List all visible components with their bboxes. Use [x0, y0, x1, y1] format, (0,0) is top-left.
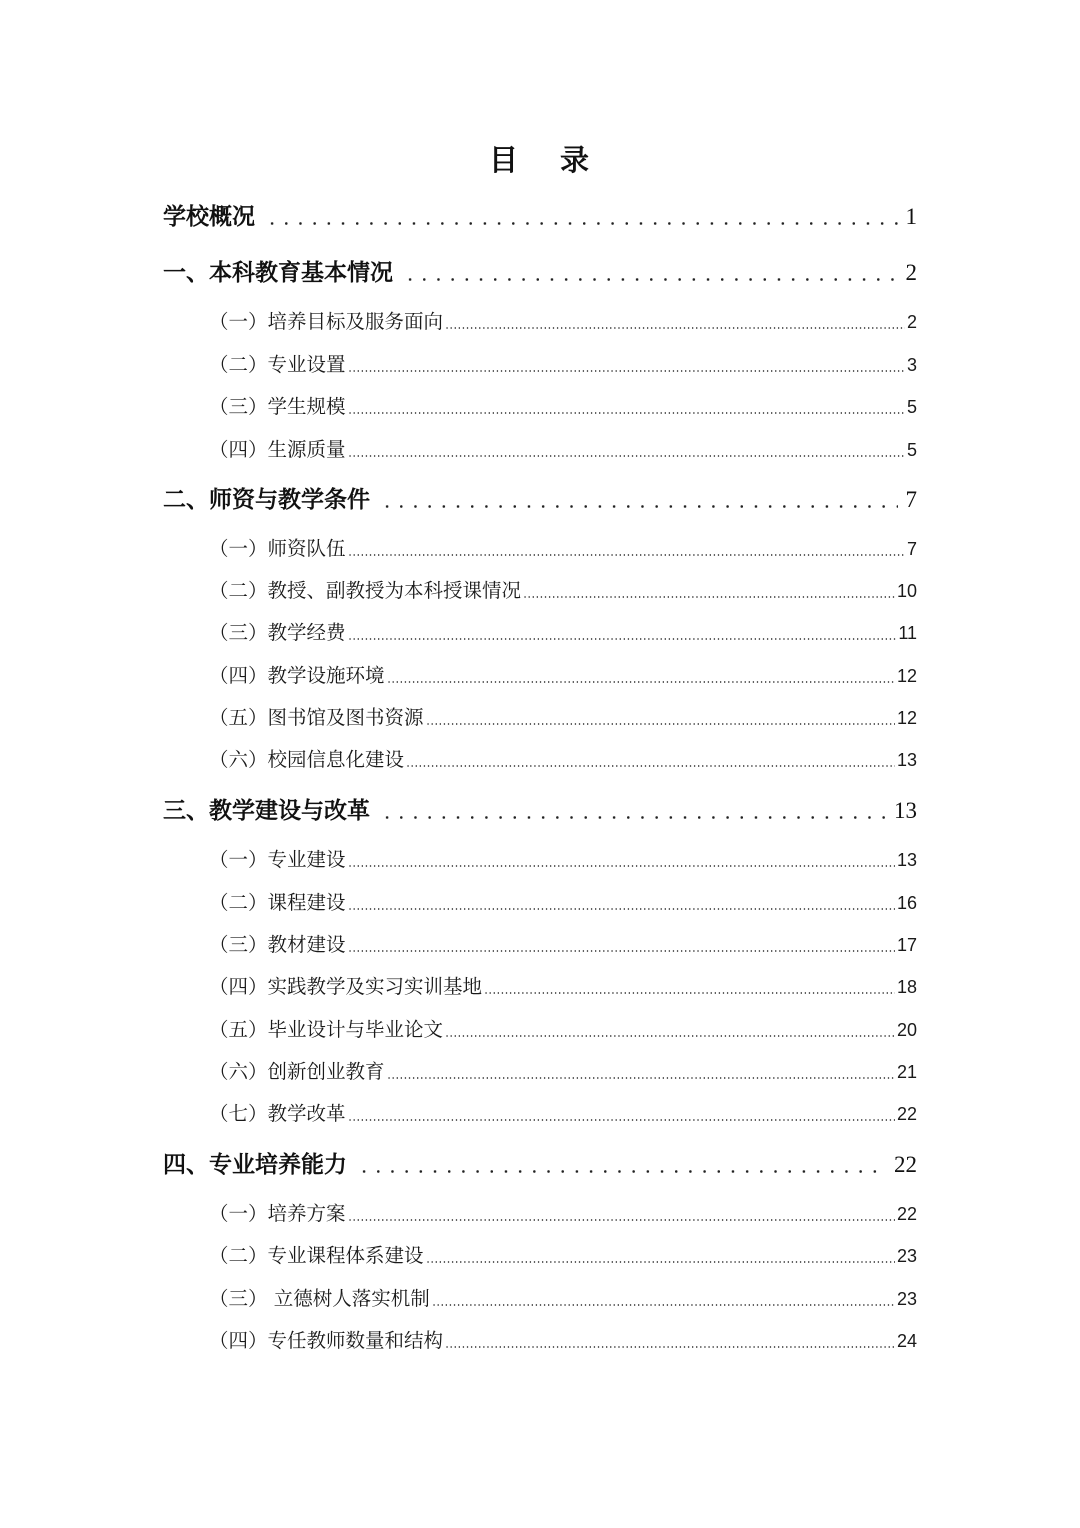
toc-leader-dots: [380, 794, 886, 828]
toc-leader-dots: [348, 889, 895, 917]
toc-leader-dots: [445, 308, 905, 336]
toc-entry-label: （六）校园信息化建设: [209, 748, 405, 771]
toc-section-entry[interactable]: [163, 200, 917, 234]
toc-entry-label: （一）师资队伍: [209, 537, 346, 560]
title-char-1: 目: [488, 143, 520, 177]
toc-page-number: 10: [896, 581, 917, 601]
toc-subsection-entry[interactable]: [209, 351, 917, 379]
toc-leader-dots: [348, 351, 905, 379]
toc-leader-dots: [380, 483, 898, 517]
toc-entry-label: （三）学生规模: [209, 395, 346, 418]
toc-leader-dots: [403, 256, 898, 290]
toc-subsection-entry[interactable]: [209, 308, 917, 336]
toc-entry-label: （二）课程建设: [209, 891, 346, 914]
toc-subsection-entry[interactable]: [209, 1327, 917, 1355]
toc-section-entry[interactable]: [163, 1148, 917, 1182]
toc-entry-label: （四）专任教师数量和结构: [209, 1329, 444, 1352]
toc-page-number: 18: [896, 977, 917, 997]
toc-leader-dots: [357, 1148, 886, 1182]
toc-leader-dots: [265, 200, 898, 234]
toc-subsection-entry[interactable]: [209, 973, 917, 1001]
toc-entry-label: （一）专业建设: [209, 848, 346, 871]
toc-page-number: 2: [906, 312, 917, 332]
toc-page-number: 12: [896, 708, 917, 728]
toc-entry-label: （六）创新创业教育: [209, 1060, 385, 1083]
toc-page-number: 12: [896, 666, 917, 686]
toc-subsection-entry[interactable]: [209, 619, 917, 647]
toc-subsection-entry[interactable]: [209, 535, 917, 563]
toc-leader-dots: [348, 393, 905, 421]
toc-entry-label: 一、本科教育基本情况: [163, 260, 393, 286]
toc-page-number: 22: [896, 1104, 917, 1124]
toc-page-number: 1: [905, 204, 917, 229]
toc-leader-dots: [348, 1100, 895, 1128]
toc-leader-dots: [348, 846, 895, 874]
toc-leader-dots: [445, 1016, 895, 1044]
toc-leader-dots: [426, 704, 895, 732]
toc-entry-label: 三、教学建设与改革: [163, 798, 370, 824]
toc-page-number: 13: [896, 750, 917, 770]
toc-subsection-entry[interactable]: [209, 1285, 917, 1313]
toc-subsection-entry[interactable]: [209, 846, 917, 874]
toc-section-entry[interactable]: [163, 794, 917, 828]
toc-entry-label: （四）教学设施环境: [209, 664, 385, 687]
toc-entry-label: 二、师资与教学条件: [163, 487, 370, 513]
toc-entry-label: （四）实践教学及实习实训基地: [209, 975, 483, 998]
toc-leader-dots: [348, 535, 905, 563]
toc-leader-dots: [348, 619, 897, 647]
toc-entry-label: （三） 立德树人落实机制: [209, 1287, 430, 1310]
toc-subsection-entry[interactable]: [209, 931, 917, 959]
toc-leader-dots: [387, 662, 895, 690]
toc-subsection-entry[interactable]: [209, 1242, 917, 1270]
toc-subsection-entry[interactable]: [209, 1100, 917, 1128]
toc-entry-label: 四、专业培养能力: [163, 1152, 347, 1178]
toc-entry-label: 学校概况: [163, 204, 255, 230]
toc-entry-label: （四）生源质量: [209, 438, 346, 461]
toc-page-number: 11: [898, 623, 917, 643]
title-char-2: 录: [560, 143, 592, 177]
toc-entry-label: （三）教材建设: [209, 933, 346, 956]
toc-page-number: 5: [906, 440, 917, 460]
toc-section-entry[interactable]: [163, 483, 917, 517]
toc-leader-dots: [348, 436, 905, 464]
toc-page-number: 22: [894, 1152, 917, 1177]
toc-entry-label: （七）教学改革: [209, 1102, 346, 1125]
toc-subsection-entry[interactable]: [209, 704, 917, 732]
toc-leader-dots: [406, 746, 895, 774]
toc-leader-dots: [484, 973, 895, 1001]
toc-page-number: 20: [896, 1020, 917, 1040]
toc-page-number: 16: [896, 893, 917, 913]
toc-leader-dots: [387, 1058, 895, 1086]
page-title: [0, 138, 1080, 182]
toc-page-number: 22: [896, 1204, 917, 1224]
toc-subsection-entry[interactable]: [209, 1200, 917, 1228]
toc-page-number: 17: [896, 935, 917, 955]
toc-subsection-entry[interactable]: [209, 746, 917, 774]
toc-page-number: 5: [906, 397, 917, 417]
toc-page-number: 21: [896, 1062, 917, 1082]
toc-page-number: 23: [896, 1289, 917, 1309]
toc-entry-label: （一）培养方案: [209, 1202, 346, 1225]
toc-subsection-entry[interactable]: [209, 1058, 917, 1086]
toc-leader-dots: [348, 1200, 895, 1228]
toc-subsection-entry[interactable]: [209, 393, 917, 421]
toc-entry-label: （五）毕业设计与毕业论文: [209, 1018, 444, 1041]
toc-entry-label: （二）专业课程体系建设: [209, 1244, 424, 1267]
toc-page-number: 7: [905, 487, 917, 512]
toc-subsection-entry[interactable]: [209, 436, 917, 464]
toc-entry-label: （五）图书馆及图书资源: [209, 706, 424, 729]
toc-subsection-entry[interactable]: [209, 577, 917, 605]
toc-page-number: 2: [905, 260, 917, 285]
toc-entry-label: （一）培养目标及服务面向: [209, 310, 444, 333]
toc-leader-dots: [348, 931, 895, 959]
toc-leader-dots: [523, 577, 895, 605]
toc-entry-label: （二）教授、副教授为本科授课情况: [209, 579, 522, 602]
toc-subsection-entry[interactable]: [209, 889, 917, 917]
toc-page-number: 23: [896, 1246, 917, 1266]
toc-subsection-entry[interactable]: [209, 662, 917, 690]
toc-page-number: 7: [906, 539, 917, 559]
toc-page-number: 13: [894, 798, 917, 823]
toc-page-number: 3: [906, 355, 917, 375]
toc-page-number: 13: [896, 850, 917, 870]
toc-page-number: 24: [896, 1331, 917, 1351]
toc-subsection-entry[interactable]: [209, 1016, 917, 1044]
toc-entry-label: （三）教学经费: [209, 621, 346, 644]
toc-leader-dots: [432, 1285, 895, 1313]
toc-leader-dots: [445, 1327, 895, 1355]
toc-section-entry[interactable]: [163, 256, 917, 290]
toc-leader-dots: [426, 1242, 895, 1270]
toc-entry-label: （二）专业设置: [209, 353, 346, 376]
